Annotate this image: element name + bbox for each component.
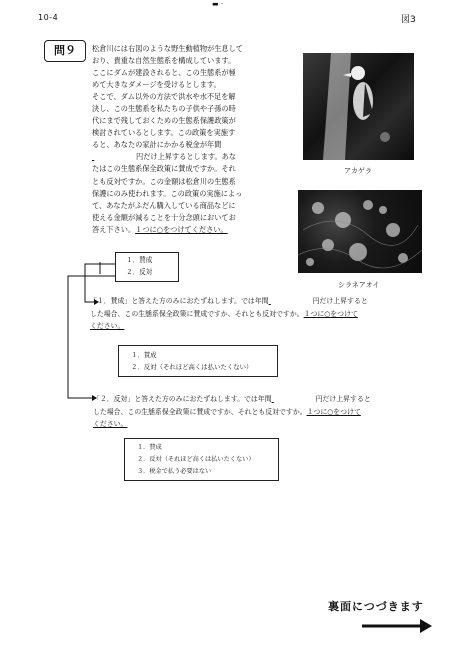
question-line: 使える金額が減ることを十分念頭においてお (92, 212, 236, 222)
question-line: 検討されているとします。この政策を実施す (92, 128, 236, 138)
question-line: とも反対ですか。この金額は松倉川の生態系 (92, 176, 236, 186)
question-number-badge: 問９ (44, 40, 86, 62)
amount-blank (272, 393, 316, 406)
page-number: 10-4 (38, 13, 59, 22)
continue-on-back-label: 裏面につづきます (328, 600, 424, 613)
question-line: おり、貴重な自然生態系を構成しています。 (92, 56, 236, 66)
option-agree[interactable]: １．賛成 (126, 256, 153, 264)
amount-blank (269, 295, 313, 308)
question-line: 松倉川には右図のような野生動植物が生息して (92, 44, 243, 53)
question-line: ると、あなたの家計にかかる税金が年間 (92, 140, 222, 150)
followup-no-text: 「２．反対」と答えた方のみにおたずねします。では年間 円だけ上昇すると した場合、この生態系保全政策に賛成ですか、それとも反対ですか。１つに○をつけて ください。 (93, 395, 371, 428)
figure-reference: 図3 (401, 15, 416, 25)
question-line: そこで、ダム以外の方法で洪水や水不足を解 (92, 92, 236, 102)
question-line: たはこの生態系保全政策に賛成ですか。それ (92, 164, 236, 174)
question-line: 決し、この生態系を私たちの子供や子孫の時 (92, 104, 236, 114)
followup-yes-text: 「１．賛成」と答えた方のみにおたずねします。では年間 円だけ上昇すると した場合、この生態系保全政策に賛成ですか、それとも反対ですか。１つに○をつけて ください。 (90, 297, 368, 330)
option-no-need-to-pay[interactable]: ３．税金で払う必要はない (137, 468, 212, 475)
question-line: 保護にのみ使われます。この政策の実施によっ (92, 188, 243, 198)
option-agree[interactable]: １．賛成 (131, 351, 157, 359)
question-line: めて大きなダメージを受けるとします。 (92, 80, 221, 90)
question-line: ここにダムが建設されると、この生態系が極 (92, 68, 236, 78)
question-line-instruction: 答え下さい。１つに○をつけてください。 (92, 224, 228, 234)
photo-caption-akagera: アカゲラ (344, 167, 372, 175)
question-line: て、あなたがふだん購入している商品などに (92, 200, 236, 210)
option-agree[interactable]: １．賛成 (137, 444, 162, 451)
question-line: 代にまで残しておくための生態系保護政策が (92, 116, 236, 126)
option-disagree[interactable]: ２．反対 (126, 268, 153, 276)
question-line-amount: 円だけ上昇するとします。あな (92, 151, 288, 163)
answer-box-main (115, 252, 179, 282)
scan-mark: ▬ · (212, 0, 224, 8)
answer-box-followup-no (124, 438, 279, 481)
option-disagree-too-expensive[interactable]: ２．反対（それほど高くは払いたくない） (137, 456, 255, 463)
photo-caption-shiraneaoi: シラネアオイ (338, 281, 380, 289)
option-disagree-too-expensive[interactable]: ２．反対（それほど高くは払いたくない） (131, 363, 253, 371)
answer-box-followup-yes (118, 345, 278, 377)
